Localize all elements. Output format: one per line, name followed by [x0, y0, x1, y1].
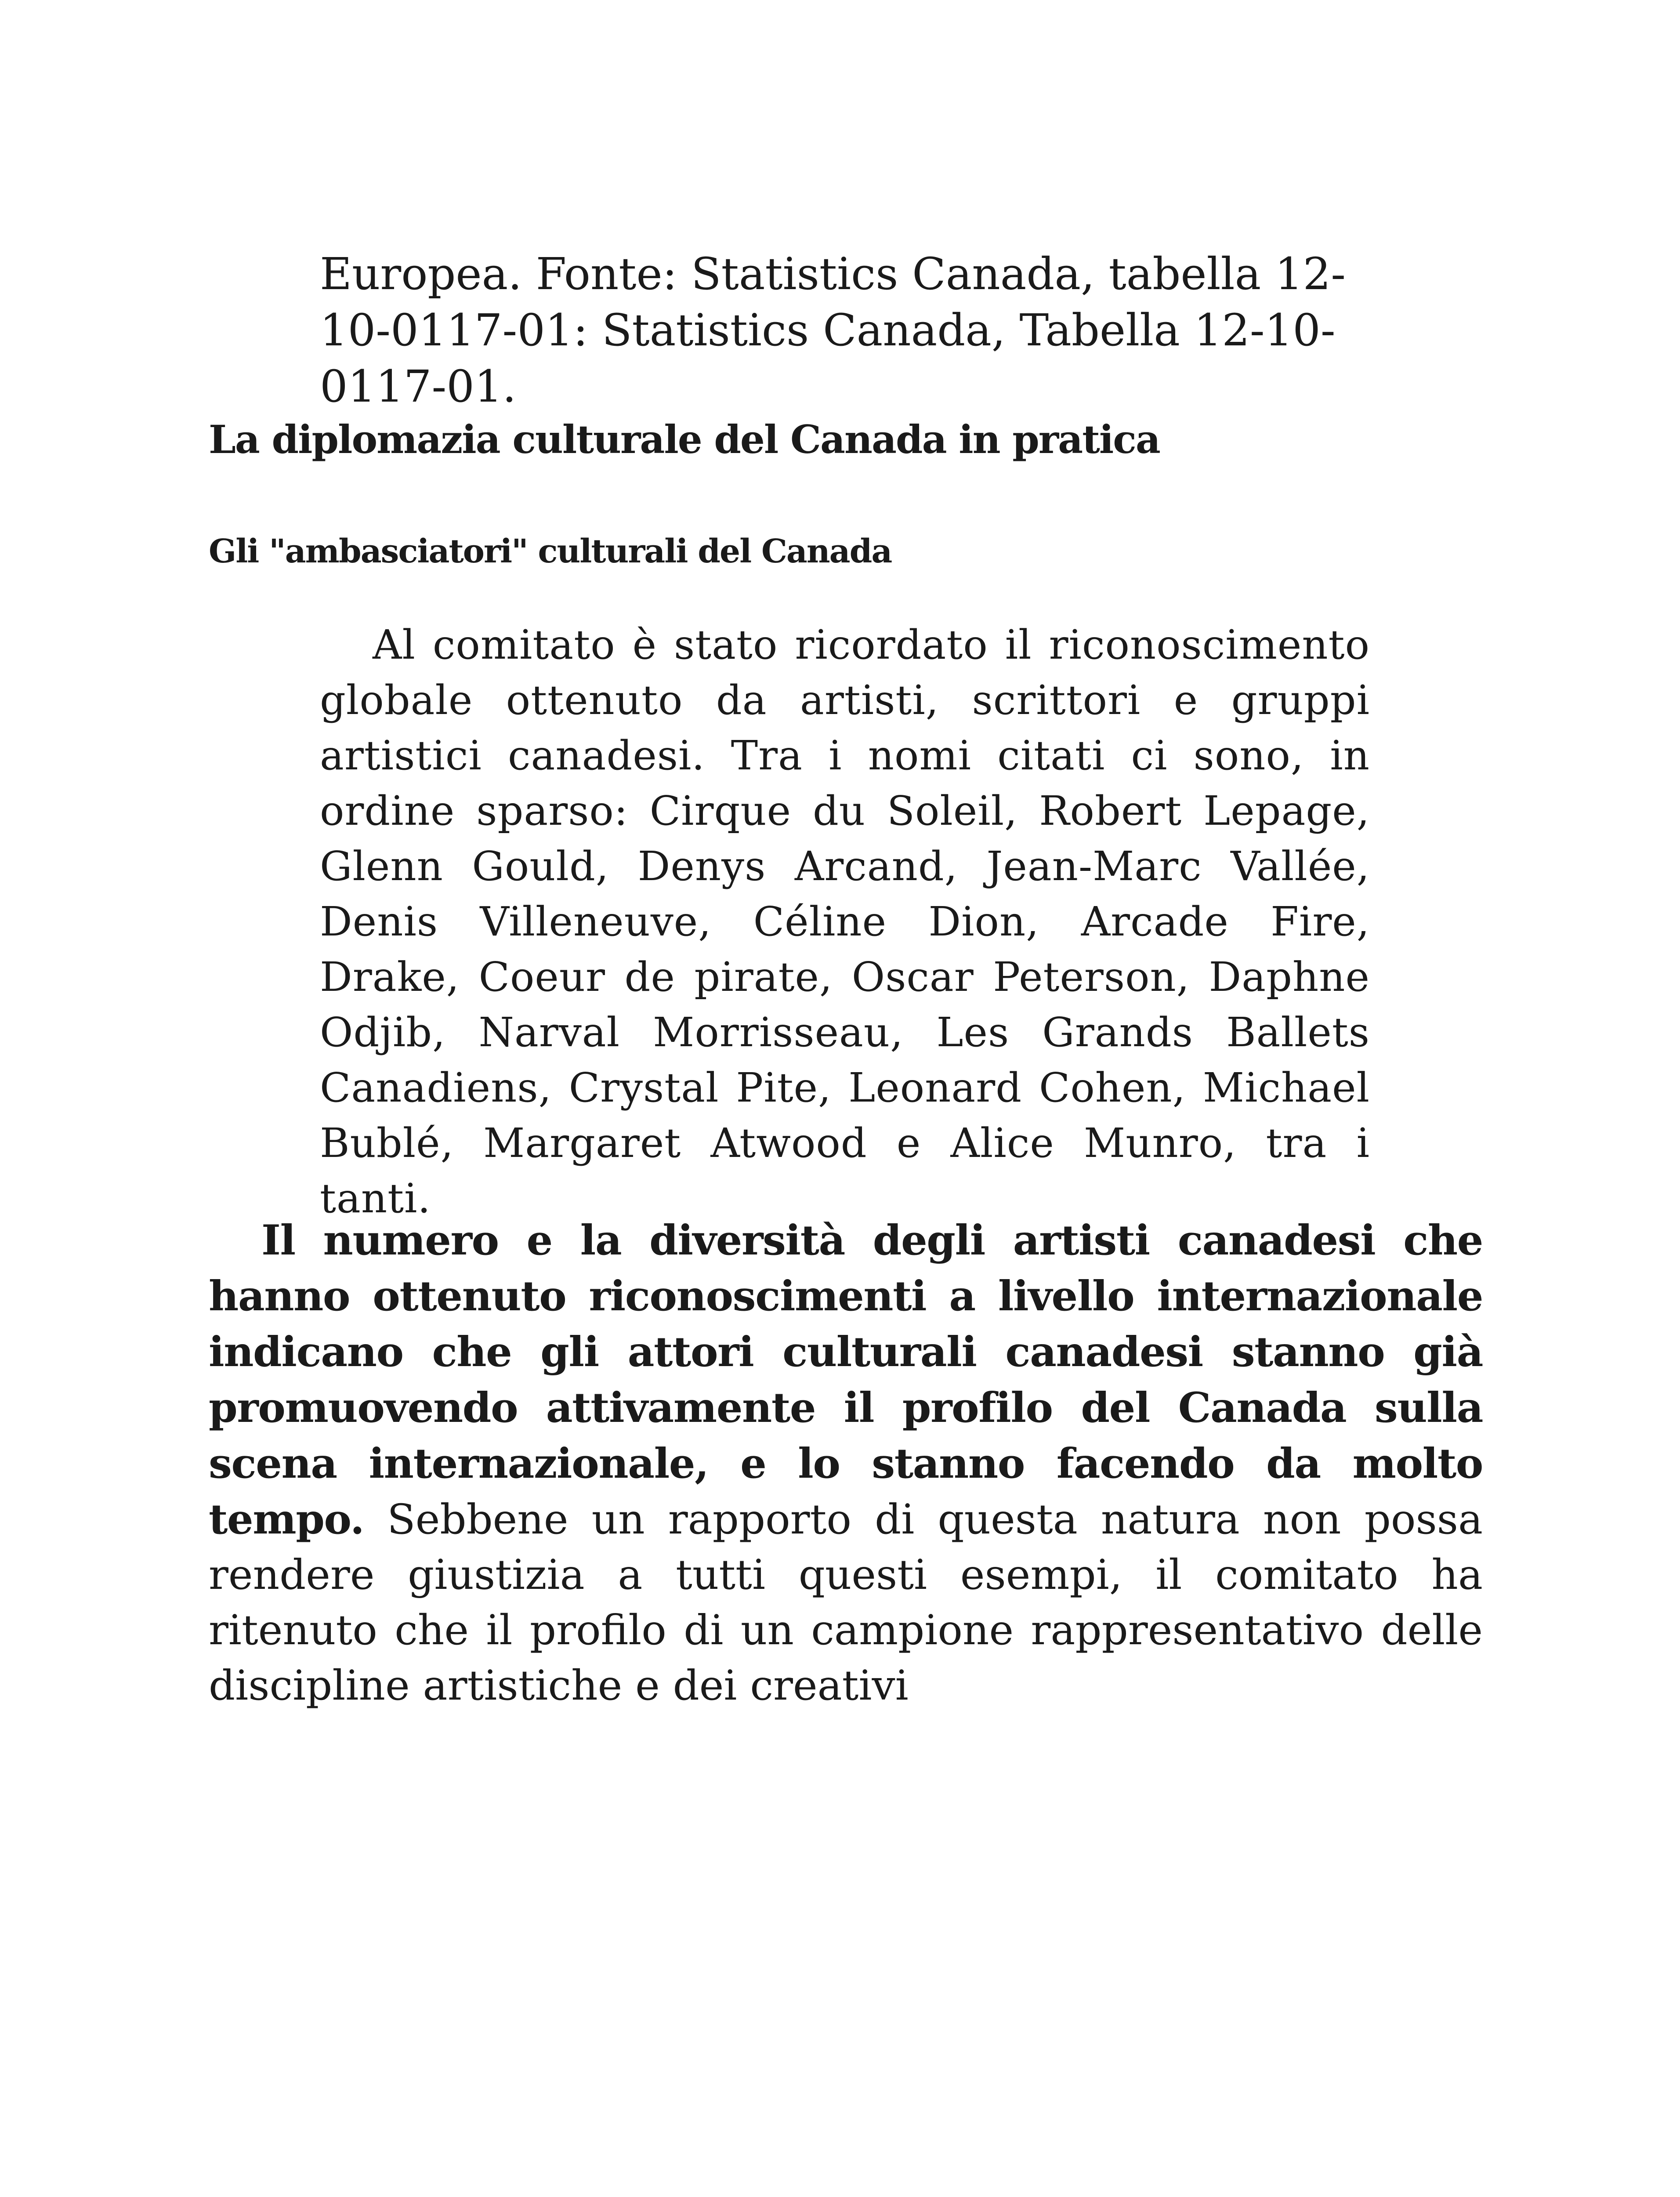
subsection-heading: Gli "ambasciatori" culturali del Canada — [209, 533, 892, 570]
block-quote: Al comitato è stato ricordato il riconoscimento globale ottenuto da artisti, scrittori e gruppi artistici canadesi. Tra i nomi citati ci sono, in ordine sparso: Cirque du Soleil, Robert Lepage, Glenn Gould, Denys Arcand, Jean-Marc Vallée, Denis Villeneuve, Céline Dion, Arcade Fire, Drake, Coeur de pirate, Oscar Peterson, Daphne Odjib, Narval Morrisseau, Les Grands Ballets Canadiens, Crystal Pite, Leonard Cohen, Michael Bublé, Margaret Atwood e Alice Munro, tra i tanti. — [320, 621, 1370, 1222]
section-heading: La diplomazia culturale del Canada in pratica — [209, 417, 1160, 462]
continuation-paragraph: Europea. Fonte: Statistics Canada, tabella 12-10-0117-01: Statistics Canada, Tabella 12-10-0117-01. — [320, 248, 1346, 412]
body-paragraph-regular: Sebbene un rapporto di questa natura non possa rendere giustizia a tutti questi esempi, il comitato ha ritenuto che il profilo di un campione rappresentativo delle discipline artistiche e dei creativi — [209, 1496, 1483, 1710]
body-paragraph-bold: Il numero e la diversità degli artisti canadesi che hanno ottenuto riconoscimenti a livello internazionale indicano che gli attori culturali canadesi stanno già promuovendo attivamente il profilo del Canada sulla scena internazionale, e lo stanno facendo da molto tempo. — [209, 1216, 1483, 1544]
body-paragraph — [209, 1213, 1483, 1714]
